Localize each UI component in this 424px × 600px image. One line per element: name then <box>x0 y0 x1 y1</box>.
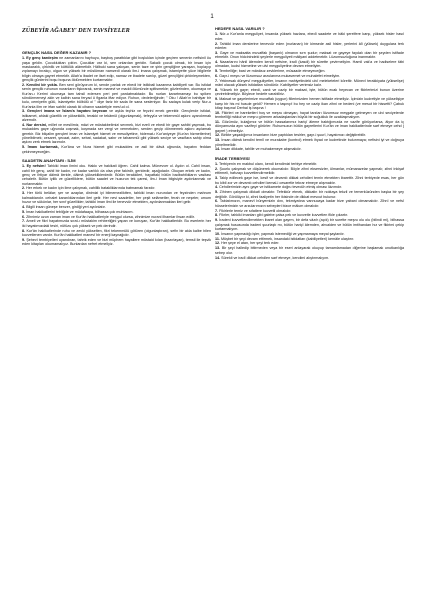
item-number: 4. <box>22 204 26 209</box>
item-number: 8. <box>215 87 219 92</box>
item-text: İnsanın yapmadığı işler, yapmak istemediği ve yapmamaya meyal şaylardır. <box>221 231 345 236</box>
item-text: Kur'âna ve Nura hizmet gibi mukaddes ve asil bir dâvâ uğrunda, hayatını feddan çekinmeyeceğim. <box>22 145 211 154</box>
item-number: 2. <box>22 82 26 87</box>
section-irade <box>215 157 404 260</box>
list-item <box>215 185 404 189</box>
item-text: İnsan dâimâ kendini temîl ve murakabe (kontrol) etmek ihyad ve kudretinde bulunmaya; nefisini iyi ve doğruya yöneltmelidir. <box>215 138 404 147</box>
item-number: 1. <box>22 56 26 61</box>
list-item <box>215 88 404 97</box>
section-title: SAADETİN ANAHTARI : İLİM <box>22 157 76 163</box>
document-title: ZÜBEYİR AĞABEY' DEN TAVSİYELER <box>22 27 130 34</box>
list-item <box>22 191 211 204</box>
item-number: 9. <box>215 218 219 223</box>
item-text: Tembelliğe; bast ve mânâsız zevklerime, mûsaade etmeyeceğim. <box>219 69 326 74</box>
list-item <box>22 123 211 145</box>
item-text: İnsan dikkate, tahlile ve muhakemeye alışmalıdır. <box>221 147 302 152</box>
list-item <box>22 229 211 238</box>
item-text: Gaye ve maksatta muvaffak (başarılı) olmanın sırrı şudur; maksat ve gayeye faydalı olan bir şeyden istifade etmektir. Onun hidcinindeki şeylerle meşguliyeti mâliyani addetmektir. Lüzumsuzluğuna inanmaktır. <box>215 50 404 60</box>
item-number: 2. <box>22 186 26 191</box>
item-number: 3. <box>215 50 219 55</box>
list-item <box>215 97 404 110</box>
item-text: Tahkiki iman ilmini oku. Hakkı ve hakikati öğren. Cahil kalma. Münevver ol. Aydın ol. Cahil insan, cahil bir genç, cahil bir kadın, ne kadar varlıklı da olsa yine fakirdir, geridedir, aşağıdadır. Okuyan erkek ve kadın, genç ve ihtiyar dâimâ ileride, dâimâ yüksekliklerdedir. Bütün terakkileri, hayattaki bütün badbahtlıkların vasitası cehaletir. Bütün iyilik ve güzelliklere, bütün saadet ve huzurun tek çaresi, ilm-i İman bilgisiyle aydınlanmak ve nurlanmaktır. <box>22 164 212 186</box>
item-number: 3. <box>215 176 219 181</box>
item-number: 5. <box>22 145 26 150</box>
section-title: HEDEFE NASIL VARILIR ? <box>215 26 265 31</box>
item-text: Yekinesak dünyevî meşguliyetler, insanın mahiyetindeki ulvî meleketeleri köreltir. Münevî terakkiyata (yükselişe) mâni olacak yüksek istidatları söndürür. Kabiliyetler verimsiz kalır. <box>215 78 404 88</box>
item-number: 14. <box>215 255 221 260</box>
item-number: 5. <box>215 69 219 74</box>
right-column <box>215 27 404 260</box>
item-text: Bir şeyi halledip bitirmeden veya bir eseri anlayarak okuyup tamamlamadan diğerine başlamak unutkanlığa sebep olur. <box>215 246 404 255</box>
item-number: 6. <box>22 214 26 219</box>
item-number: 2. <box>215 166 219 171</box>
item-number: 7. <box>215 208 219 213</box>
section-title: GENÇLİK NASIL DEĞER KAZANIR ? <box>22 50 92 55</box>
list-item <box>22 83 211 109</box>
item-number: 12. <box>215 133 221 138</box>
list-item <box>215 246 404 255</box>
item-number: 9. <box>22 237 26 242</box>
item-text: Şuurlu çalışmak ve düşünerek okumalıdır. Böyle zihni eksersizler, ülmanlar, mümarazelar yapmalı; zihni inkişaf ettirmeli, hafızayı kuvvetlendirmelidir. <box>215 166 404 176</box>
item-number: 5. <box>215 190 219 195</box>
item-text: Nûr-u Kur'anla meşguliyet, insanda yüksek hazlara, ebedî saadete ve bâki şerelfere karşı, yüksek hisler hasıl eder. <box>215 32 404 41</box>
page-number: 1 <box>210 14 214 20</box>
item-number: 9. <box>215 97 219 102</box>
section-title: İRADE TERBİYESİ <box>215 155 250 161</box>
item-text: millet ve mesliimiz, mâzi ve müstakbelimizi sevmek, bizi ezeli ve ebedi bir gaye sahibi yapmak, bu mukaddes gaye uğrunda coşmak, koşmada ser vergi ve vermekden, serden geçip dönmemek aşkını aşılamak gerekir. Biz bilçalim gençleri iman ve İslamiyet hizmet ve mesuliyetine, hidemat-ı Kur'aniyeye (Kur'an hizmetlerine) yönelbilmek; cesaret, şecaat, azim, sebat, sadakat, sabır ve tahammül gibi yüksek seciye ve vasıflara sahip olma aşkını zerk etmek lazımdır. <box>22 123 211 145</box>
item-text: Maksat ve gayelerimize muvaffak (uygun) fiilerimizden hemen istifade etmeliyiz. İçimizin kudretiyle ve yükselişiye karşı bir his mi husule geldi? Hemen o taşınıp! bu hey ve cazip ikan zihni ve bedeni (ve mesut bir hissetti? Çabuk kitap başına! Derhal iş başına ! <box>215 97 405 110</box>
list-item <box>22 219 211 228</box>
item-lead: Kendini bir yokla. <box>26 82 58 87</box>
list-item <box>215 232 404 236</box>
list-item <box>22 164 211 186</box>
item-text: Birikte yaşadığımız insanların bize yaptıkları tesirler, gayr-i şuurî, hayatımızı değiştirebilir. <box>221 133 367 138</box>
item-number: 5. <box>22 209 26 214</box>
item-number: 11. <box>215 236 220 241</box>
list-item <box>215 176 404 185</box>
list-item <box>22 109 211 122</box>
item-number: 7. <box>22 219 26 224</box>
item-text: Yüksek bir gaye; ebedi, canlı ve cazip bir maksat, işte, bütün ecak heyecan ve fikirlerimizi bunun üzerine çevirebilmeliyiz. Böylece hedefe varabiliriz. <box>215 87 404 97</box>
item-number: 2. <box>215 41 219 46</box>
list-item <box>22 238 211 247</box>
list-item <box>215 51 404 60</box>
list-item <box>215 111 404 120</box>
item-number: 13. <box>215 246 221 251</box>
item-number: 4. <box>22 123 26 127</box>
item-text: İman hakikatlerini tebliğde ve müdafaaya, bilhassa çok muhtacım. <box>26 209 134 214</box>
list-item <box>22 210 211 214</box>
left-column <box>22 27 211 247</box>
list-item <box>22 56 211 82</box>
list-item <box>215 199 404 208</box>
list-item <box>215 256 404 260</box>
item-number: 14. <box>215 147 221 152</box>
item-number: 8. <box>215 213 219 218</box>
item-text: Gayr-i meşru ve lüzumsuz arzularıma mukavemet ve muhalefet etmeliyim. <box>219 73 341 78</box>
item-text: İradeni kuvvetlendirmekten ibaret olan gayrm, bir defa vâzıh (açık) bir surette meşru olu olu (bilindi mi), bilhassa çalışmak hususunda iradeni şuurlaştı mı, bütün hariçî âlemden, ahvalden ve bütün imtihandan hız ve fikirimi çekip kurtarmalıyım. <box>215 218 404 231</box>
section-genclik <box>22 51 211 154</box>
item-text: Nazarlarını hânil âlemden kendi nefsine, iradî (kasdi) bir sûrette çevirmeliyim. Hamil vak'a ve hadiselere tâbi olmadan, kudsi hizmetine ve ulvi meşguliyetine devam etmeliyim. <box>215 59 404 69</box>
item-text: ve aşkla teçhiz ve feyzini emek gerektir. Gençlerde istidat, istikamet, ahlaki güzellik ve yüksekklik, terakki ve tekâmül (olgunlaşmak), tefeyyüz ve tekemmül aşkını uyandırmak alzemdir. <box>22 109 211 123</box>
list-item <box>215 60 404 69</box>
item-text: ne zamanlarını hayhuyu, başboş yarattıklar gibi boşlukları içinde geçiren senenin nefisinil öu yaşa geldin. Çocukluktan çıktın. Çocuklar var ki, sen onlardan geridin. Sakallı çocuk olmak, bir insan için maskaralık, çirkinlik ve küttülük alâmetidir. Hâlbuki sana yakışan, senin taze ve şirin gençliğine yaraşan, hoplayıp zıplamayı bırakıp, olgun ve yüksek bir müslüman namzedi olarak ilm-i imana çalışmak, istamiyette yüce bilgilerle bilgin olmaya gayret etmektir. Allah'a ibadet ve ilset edip, namaz ve ibadete sarılıp, güzel gençliğini çirkinleşmekten, gençlik günlerini boşu boşuna öldürmekten kurtarmaktır. <box>22 56 211 83</box>
section-saadet <box>22 159 211 247</box>
list-item <box>22 215 211 219</box>
item-text: Her türlü belâlar; şer ve azaplar, dinimizi iyi bilmemezliktten, tahkiki iman nurundan ve feyzinden mahrum kalmaktandır. cehalet karanlıklarından ileri gelir. Her nevi saadetler, her çeşit selâmetler, ferah ve neşeler, umum huzur ve sükûnlar, her sınıf güzellikler, tahkiki iman ilmi ile tenevvür etmekten, aydınlanmaktan ileri gelir. <box>22 191 211 204</box>
item-number: 10. <box>215 110 221 115</box>
item-text: Her şeye el atan, her şeyi terk eder. <box>221 241 280 246</box>
list-item <box>215 74 404 78</box>
list-item <box>215 147 404 151</box>
list-item <box>215 79 404 88</box>
list-item <box>215 162 404 166</box>
item-text: Fikrler, tahkiki imanları gibi galebe çalsa pek ve kuvvetle kuvvetlen fikle çıkartır. <box>219 213 349 218</box>
item-number: 4. <box>215 185 219 190</box>
item-lead: Gençleri imana ve İslam'a hayatını beyecan <box>27 109 108 114</box>
item-number: 13. <box>215 138 221 143</box>
item-number: 12. <box>215 241 221 246</box>
item-number: 3. <box>22 191 26 196</box>
item-text: Şehevî tembiyelleri uyandıran, tahrik eden ve bizi müphem hayallere müstaid kılan (hazırlayan), temsil ile teşvik eden kitapları okumamalıyız. Bunlardan nefret etmeliyiz. <box>22 237 211 247</box>
list-item <box>215 237 404 241</box>
item-text: Terbiyenin en makbul olanı, kendi kendimizi terbiye etmektir. <box>219 162 318 167</box>
list-item <box>215 69 404 73</box>
item-number: 3. <box>22 109 26 114</box>
list-item <box>215 42 404 51</box>
item-number: 6. <box>215 73 219 78</box>
list-item <box>215 209 404 213</box>
item-text: Zihnimiz uzun zaman iman ve Kur'ân hakikatleriyle meşgul olursa, zihnimize nurani ilhamlar ihsan edilir. <box>26 214 195 219</box>
list-item <box>215 218 404 231</box>
item-text: Fikirlerle temiz ve sıfatlere kuvvetli olmalıdır. <box>219 208 292 213</box>
item-lead: İmanı kurtarmak, <box>27 145 59 150</box>
list-item <box>215 120 404 133</box>
item-text: Sürekli ve iradî dikkat cehdlen sarf etmeye, kendimi alıştırmalıyım. <box>221 255 330 260</box>
list-item <box>22 145 211 154</box>
list-item <box>22 186 211 190</box>
item-number: 1. <box>215 32 219 37</box>
item-text: Cehdlerimizin aynı gaye ve istikamete doğru tevecüh etmiş olması lâzımdır. <box>219 185 343 190</box>
item-number: 6. <box>215 199 219 204</box>
item-text: Zihinen çalışmak dikkati olmaktır. Tefekkür etmek, dikkatin bir noktaya tekzil ve temerküzünden başka bir şey değildir. Görülüyor ki, zihni faaliyetin her ikisinde de dikkat mevcut bulunur. <box>215 190 404 199</box>
item-text: Fikirleri ve hareketleri hoş ve meşru olmayan, hayat tarzları lüzumsuz meşgale gelmeyen ve ulvi seciyelerde tembelliği mâkul ve meşru görenen arkadaşlardan büyük bir soğukluk ile uzaklaşmalıyım. <box>215 110 404 120</box>
item-number: 7. <box>215 78 219 83</box>
item-text: Takip edilecek gaye ise, kesif ve devamlı dikkat cehdleri temin etmekten ibarettir. Zihni terbiyede esas, her gün bu kibil zor ve devamlı cehdleri kemal-i cesaretle tekrar etmeye alışmaktır. <box>215 176 404 185</box>
item-lead: Ey genç kardeşim <box>26 56 58 61</box>
list-item <box>215 241 404 245</box>
item-text: Ben seni görüyorum ki, sende parlak ve ebedi bir istikbali kazanma kabiliyeti var. Bu istidat senin gençlik ruhunun nuranların fişkırarak, senin manevi ve maddi ölümünde spitismekle; gözlerinden, okumaya ve Kur'an-ı Kerimi okumaya tam tahsil edersen peri peri pardatmaktadır. Bu nurları karartmamayı bu spiken söndürmemeyi akln ve kalbin sana feryad ü figanla iftar ediyor. Ruhun, dedeleriğinde; " Oku ! Allah'ın bahtiyar bir kulu, cemiyetin gülü, İslamiyetin bülbülü ol " diye fariz bir sada ile sana sesleniyor. Bu sadaya kulak verip Nur-u Kur'ania ilim ve irfan sahibi olarak iki cihanın saadetiyle mes'ud ol. <box>22 82 211 109</box>
item-number: 4. <box>215 59 219 64</box>
item-text: Bilgili insan güneşe benzer, girdiği yeri aydınlatır. <box>26 204 106 209</box>
item-text: Müşbet bir şeyi devam ettirmek, insandaki istidatları (kabiliyetleri) kemâle ulaştırır. <box>220 236 355 241</box>
item-text: Tabiatımızın, manevî bünyemizin dını, tekmiyatına vannucaya kadar bize yabani olmamalıdır. Zihnî ve nefsî hüsselerimizin ve arzularımızın sebepleri bizce mâlum olmalıdır. <box>215 199 404 208</box>
list-item <box>215 190 404 199</box>
item-number: 1. <box>215 162 219 167</box>
item-lead: Ey nefsim! <box>26 164 46 169</box>
section-hedef <box>215 27 404 152</box>
item-text: Gözümüz, kulağımız ve bütün hassalarımız hariçî âleme baktığımızda ne vazife görüyorlarsa, âlyor da iç dünyamızda aynı vazifeyi görürler. Ruhumuzun bütün gayretlerini Kur'ân ve iman hakikatlerinde sarf etmeye cehd ( gayret ) etmeliyiz. <box>215 119 404 133</box>
list-item <box>215 138 404 147</box>
item-text: Her erkek ve kadın için ilme çalışmak, cahillik batakliklarında batmamak farzdır. <box>26 186 156 191</box>
item-number: 8. <box>22 228 26 233</box>
item-number: 11. <box>215 119 220 124</box>
item-text: Ameli ve fikri hayatımızda sırat-ı müstakim rehberliğini yapan ve koruyan, Kur'ân hakikatleridir. Bu eserlerin her iki hayatımızdaki tesiri, nüfûzu çok yüksek ve pek derindir. <box>22 219 211 228</box>
item-text: Kur'ân hakikatlerinde ruhu ve zevki yükselten, fikri tekemmülü götüren (olgunlaştıran), sefin bir akla kalbe bilen kuvvetlenen vardır. Kur'ân hakikatleri manevî bir enerji kaynağıdır. <box>22 228 211 237</box>
item-number: 10. <box>215 231 221 236</box>
list-item <box>215 167 404 176</box>
list-item <box>22 205 211 209</box>
item-text: Tahkiki iman derslerine tenevvür eden (nurlanan) bir kimsede asil hisler, yerlerini âlî (yüksek) duygulara terk ederler. <box>215 41 404 50</box>
item-number: 1. <box>22 164 26 169</box>
list-item <box>215 32 404 41</box>
item-lead: Nur dersini, <box>26 123 48 127</box>
